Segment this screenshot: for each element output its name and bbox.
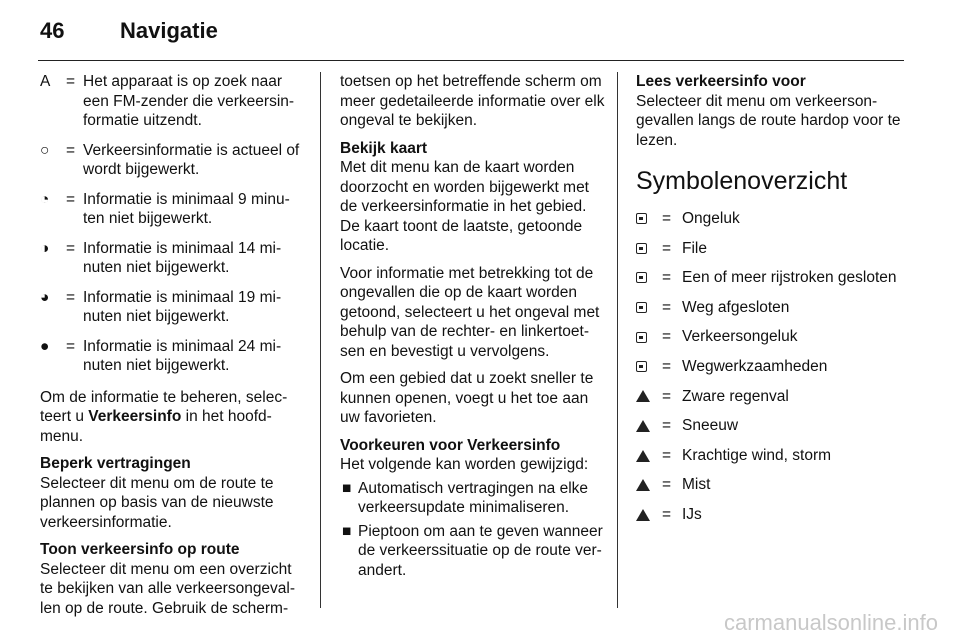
- definition-item: ◔ = Informatie is minimaal 9 minu-ten niet bijgewerkt.: [40, 190, 308, 229]
- column-2: [340, 72, 608, 580]
- traffic-jam-icon: [636, 243, 647, 254]
- page-title: Navigatie: [120, 18, 218, 43]
- symbol-row: = File: [636, 234, 906, 264]
- section-heading: Lees verkeersinfo voor: [636, 73, 806, 90]
- intro-paragraph: Om de informatie te beheren, selec-teert u Verkeersinfo in het hoofd-menu.: [40, 388, 288, 445]
- section-text: Met dit menu kan de kaart worden doorzocht en worden bijgewerkt met de verkeersinformatie in het gebied. De kaart toont de laatste, getoonde locatie.: [340, 159, 589, 254]
- column-3: [636, 72, 906, 530]
- definition-item: ◕ = Informatie is minimaal 19 mi-nuten niet bijgewerkt.: [40, 288, 308, 327]
- list-item-text: Automatisch vertragingen na elke verkeersupdate minimaliseren.: [358, 479, 589, 516]
- definition-item: ○ = Verkeersinformatie is actueel of wordt bijgewerkt.: [40, 141, 308, 180]
- section-heading: Toon verkeersinfo op route: [40, 541, 240, 558]
- symbol-label: Sneeuw: [682, 417, 739, 435]
- section-text: Het volgende kan worden gewijzigd:: [340, 456, 589, 473]
- heavy-rain-icon: [636, 390, 650, 402]
- list-item: [340, 522, 608, 581]
- symbol-label: Wegwerkzaamheden: [682, 358, 828, 376]
- definition-text: Informatie is minimaal 19 mi-nuten niet bijgewerkt.: [83, 288, 282, 325]
- status-symbol: ◑: [40, 239, 50, 257]
- definition-text: Informatie is minimaal 14 mi-nuten niet bijgewerkt.: [83, 239, 282, 276]
- section-text: Selecteer dit menu om een overzicht te bekijken van alle verkeersongeval-len op de route. Gebruik de scherm-: [40, 560, 296, 617]
- section-heading: Bekijk kaart: [340, 139, 428, 157]
- status-symbol: ◕: [40, 288, 50, 306]
- symbol-row: = Mist: [636, 470, 906, 500]
- bullet-icon: ■: [342, 479, 352, 497]
- section-text: Selecteer dit menu om verkeerson-gevallen langs de route hardop voor te lezen.: [636, 92, 901, 149]
- traffic-accident-icon: [636, 332, 647, 343]
- section-heading: Voorkeuren voor Verkeersinfo: [340, 436, 561, 454]
- symbol-row: = Wegwerkzaamheden: [636, 352, 906, 382]
- definition-text: Informatie is minimaal 24 mi-nuten niet bijgewerkt.: [83, 337, 282, 374]
- symbol-label: Ongeluk: [682, 210, 740, 228]
- symbol-label: Krachtige wind, storm: [682, 446, 832, 464]
- strong-wind-icon: [636, 450, 650, 462]
- page-number: 46: [40, 18, 65, 43]
- ice-icon: [636, 509, 650, 521]
- symbol-label: Weg afgesloten: [682, 298, 790, 316]
- status-symbol: A: [40, 73, 51, 90]
- header-rule: [38, 60, 904, 61]
- symbol-label: IJs: [682, 505, 702, 523]
- definition-item: A = Het apparaat is op zoek naar een FM-zender die verkeersin-formatie uitzendt.: [40, 72, 308, 131]
- symbol-row: = Ongeluk: [636, 204, 906, 234]
- column-divider: [617, 72, 618, 608]
- list-item-text: Pieptoon om aan te geven wanneer de verkeerssituatie op de route ver-andert.: [358, 522, 603, 579]
- symbol-row: = Sneeuw: [636, 411, 906, 441]
- symbol-label: Verkeersongeluk: [682, 328, 798, 346]
- section-heading: Beperk vertragingen: [40, 455, 191, 472]
- roadworks-icon: [636, 361, 647, 372]
- definition-text: Informatie is minimaal 9 minu-ten niet bijgewerkt.: [83, 190, 290, 227]
- symbol-label: File: [682, 239, 707, 257]
- snow-icon: [636, 420, 650, 432]
- definition-item: ◑ = Informatie is minimaal 14 mi-nuten niet bijgewerkt.: [40, 239, 308, 278]
- definition-item: ● = Informatie is minimaal 24 mi-nuten niet bijgewerkt.: [40, 337, 308, 376]
- symbol-row: = Weg afgesloten: [636, 293, 906, 323]
- paragraph: Om een gebied dat u zoekt sneller te kunnen openen, voegt u het toe aan uw favorieten.: [340, 370, 594, 426]
- status-symbol: ●: [40, 337, 50, 355]
- status-symbol: ◔: [40, 190, 50, 208]
- status-symbol: ○: [40, 141, 50, 159]
- fog-icon: [636, 479, 650, 491]
- symbol-row: = IJs: [636, 500, 906, 530]
- menu-keyword: Verkeersinfo: [88, 408, 182, 425]
- symbol-row: = Zware regenval: [636, 382, 906, 412]
- symbol-label: Mist: [682, 476, 711, 494]
- paragraph: Voor informatie met betrekking tot de ongevallen die op de kaart worden getoond, selecteert u het ongeval met behulp van de rechter- en linkertoet-sen en bevestigt u vervolgens.: [340, 264, 600, 360]
- definition-text: Verkeersinformatie is actueel of wordt bijgewerkt.: [83, 141, 300, 178]
- symbol-label: Een of meer rijstroken gesloten: [682, 269, 897, 287]
- symbol-row: = Een of meer rijstroken gesloten: [636, 263, 906, 293]
- symbols-heading: Symbolenoverzicht: [636, 167, 848, 195]
- lanes-closed-icon: [636, 272, 647, 283]
- list-item: [340, 479, 608, 518]
- definition-text: Het apparaat is op zoek naar een FM-zender die verkeersin-formatie uitzendt.: [83, 73, 295, 129]
- watermark: carmanualsonline.info: [723, 610, 938, 635]
- section-text: Selecteer dit menu om de route te plannen op basis van de nieuwste verkeersinformatie.: [40, 474, 274, 531]
- symbol-row: = Verkeersongeluk: [636, 322, 906, 352]
- bullet-icon: ■: [342, 522, 352, 540]
- road-closed-icon: [636, 302, 647, 313]
- column-divider: [320, 72, 321, 608]
- symbol-label: Zware regenval: [682, 387, 789, 405]
- continued-text: toetsen op het betreffende scherm om meer gedetaileerde informatie over elk ongeval te bekijken.: [340, 73, 605, 129]
- column-1: [40, 72, 308, 618]
- symbol-row: = Krachtige wind, storm: [636, 441, 906, 471]
- accident-icon: [636, 213, 647, 224]
